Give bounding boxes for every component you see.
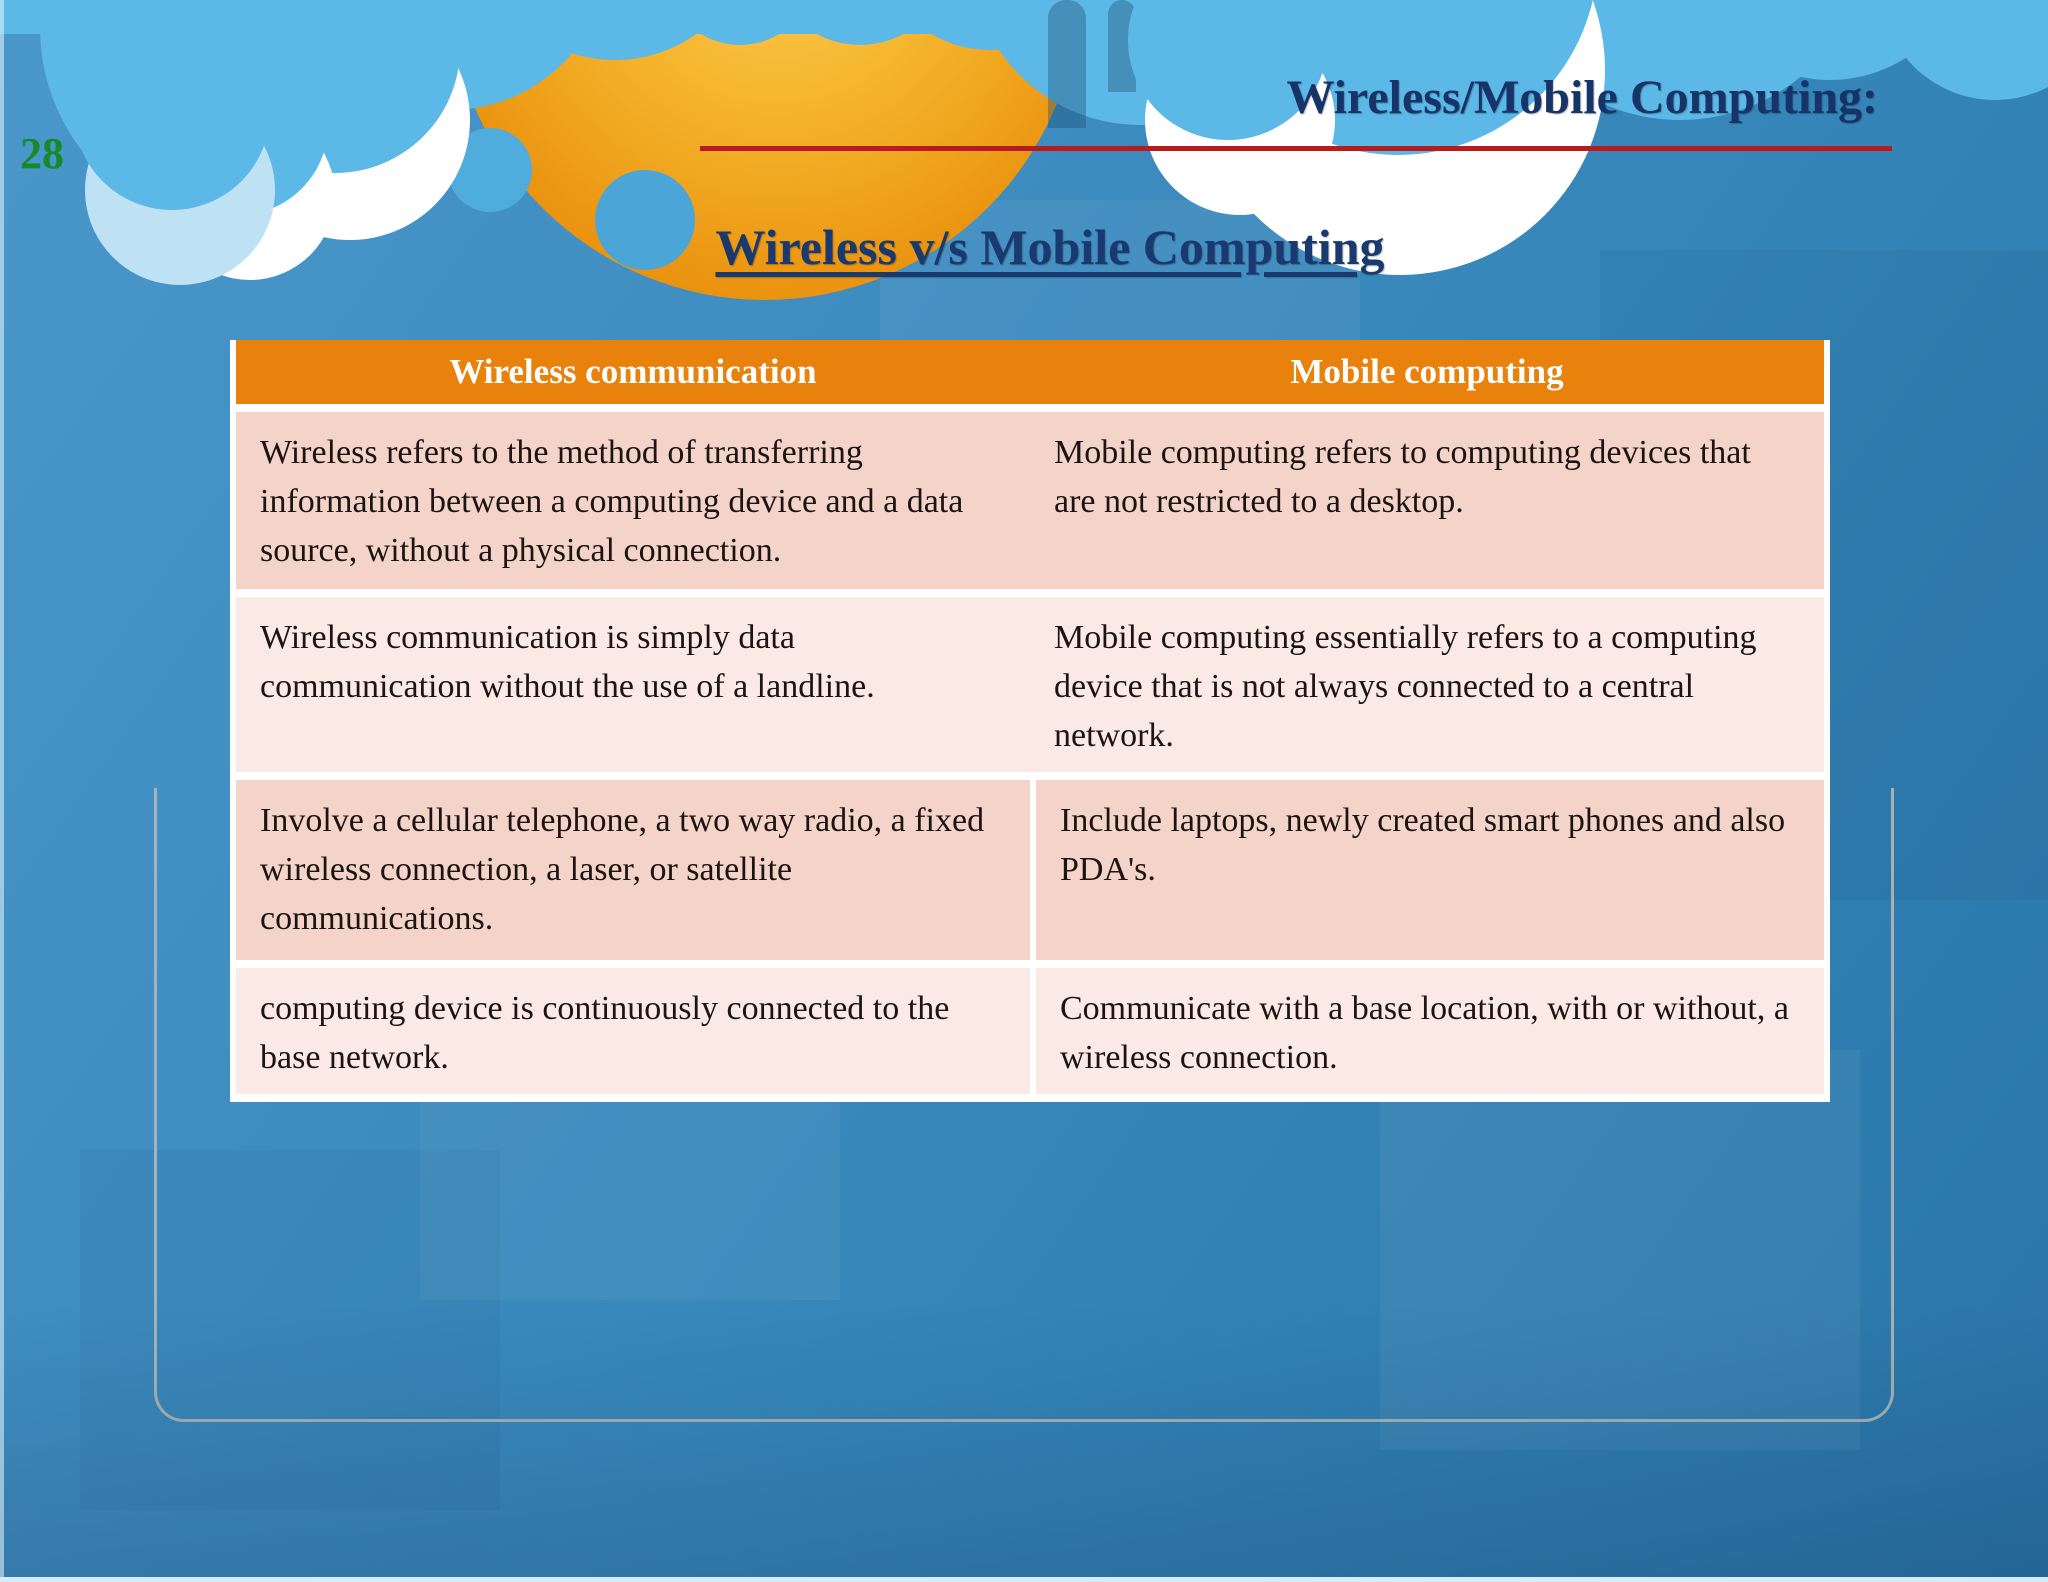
title-underline-rule bbox=[700, 146, 1892, 151]
table-cell-mobile: Mobile computing essentially refers to a computing device that is not always connected to a central network. bbox=[1030, 597, 1824, 772]
table-cell-wireless: Involve a cellular telephone, a two way radio, a fixed wireless connection, a laser, or satellite communications. bbox=[236, 780, 1030, 960]
column-header-mobile: Mobile computing bbox=[1290, 352, 1564, 391]
slide-edge-highlight bbox=[0, 1577, 2048, 1582]
column-header-wireless: Wireless communication bbox=[449, 352, 817, 391]
slide-subtitle: Wireless v/s Mobile Computing bbox=[715, 219, 1385, 275]
slide-edge-highlight bbox=[0, 0, 4, 1582]
skyline-silhouette bbox=[1048, 0, 1086, 128]
table-row bbox=[236, 780, 1824, 960]
table-cell-wireless: Wireless refers to the method of transferring information between a computing device and a data source, without a physical connection. bbox=[236, 412, 1030, 589]
page-number: 28 bbox=[20, 129, 64, 178]
table-cell-mobile: Include laptops, newly created smart phones and also PDA's. bbox=[1030, 780, 1824, 960]
table-row bbox=[236, 968, 1824, 1094]
table-cell-wireless: Wireless communication is simply data communication without the use of a landline. bbox=[236, 597, 1030, 772]
table-cell-mobile: Mobile computing refers to computing devices that are not restricted to a desktop. bbox=[1030, 412, 1824, 589]
table-row bbox=[236, 412, 1824, 589]
table-cell-wireless: computing device is continuously connected to the base network. bbox=[236, 968, 1030, 1094]
page-title: Wireless/Mobile Computing: bbox=[1286, 71, 1878, 124]
table-header-row bbox=[236, 340, 1824, 404]
cloud-icon bbox=[1880, 0, 2048, 100]
cloud-icon bbox=[74, 14, 270, 210]
table-row bbox=[236, 597, 1824, 772]
bottom-vignette bbox=[0, 1300, 2048, 1582]
comparison-table bbox=[230, 340, 1830, 1102]
table-cell-mobile: Communicate with a base location, with or without, a wireless connection. bbox=[1030, 968, 1824, 1094]
